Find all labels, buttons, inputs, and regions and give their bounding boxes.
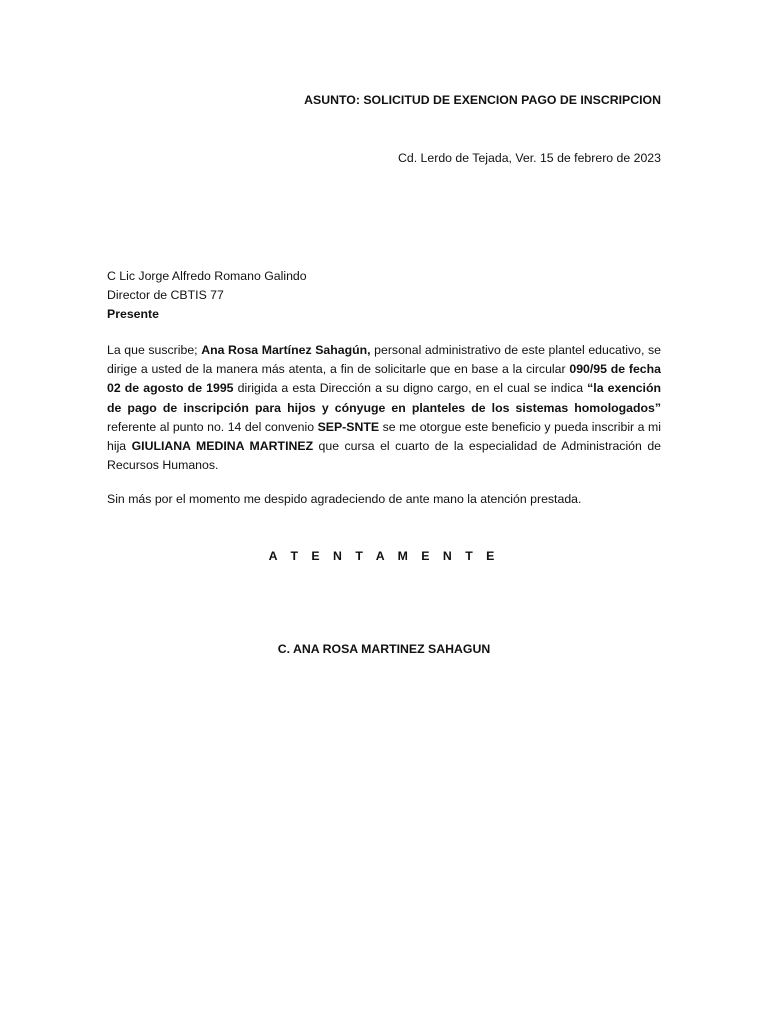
closing-line: Sin más por el momento me despido agradeciendo de ante mano la atención prestada. [107, 492, 582, 506]
subject-line: ASUNTO: SOLICITUD DE EXENCION PAGO DE INSCRIPCION [304, 93, 661, 107]
body-bold-text: 090/95 de fecha 02 de agosto de 1995 [107, 362, 661, 396]
body-bold-text: Ana Rosa Martínez Sahagún, [201, 343, 371, 357]
recipient-name: C Lic Jorge Alfredo Romano Galindo [107, 269, 307, 283]
place-and-date: Cd. Lerdo de Tejada, Ver. 15 de febrero de 2023 [398, 151, 661, 165]
body-text: se me otorgue este beneficio y pueda inscribir a mi hija [107, 419, 661, 454]
atentamente-heading: A T E N T A M E N T E [268, 549, 500, 563]
body-text: referente al punto no. 14 del convenio [107, 419, 318, 434]
recipient-presente: Presente [107, 307, 159, 321]
recipient-position: Director de CBTIS 77 [107, 288, 224, 302]
body-text: La que suscribe; [107, 343, 202, 357]
body-text: que cursa el cuarto de la especialidad de Administración de Recursos Humanos. [107, 439, 661, 473]
body-bold-text: SEP-SNTE [317, 419, 380, 434]
signature-name: C. ANA ROSA MARTINEZ SAHAGUN [277, 642, 491, 656]
body-paragraph [107, 341, 661, 475]
body-text: personal administrativo de este plantel educativo, se dirige a usted de la manera más atenta, a fin de solicitarle que en base a la circular [107, 343, 661, 377]
body-bold-text: “la exención de pago de inscripción para hijos y cónyuge en planteles de los sistemas homologados” [107, 381, 661, 415]
recipient-block [107, 267, 307, 324]
body-bold-text: GIULIANA MEDINA MARTINEZ [131, 439, 314, 454]
body-text: dirigida a esta Dirección a su digno cargo, en el cual se indica [233, 381, 588, 396]
